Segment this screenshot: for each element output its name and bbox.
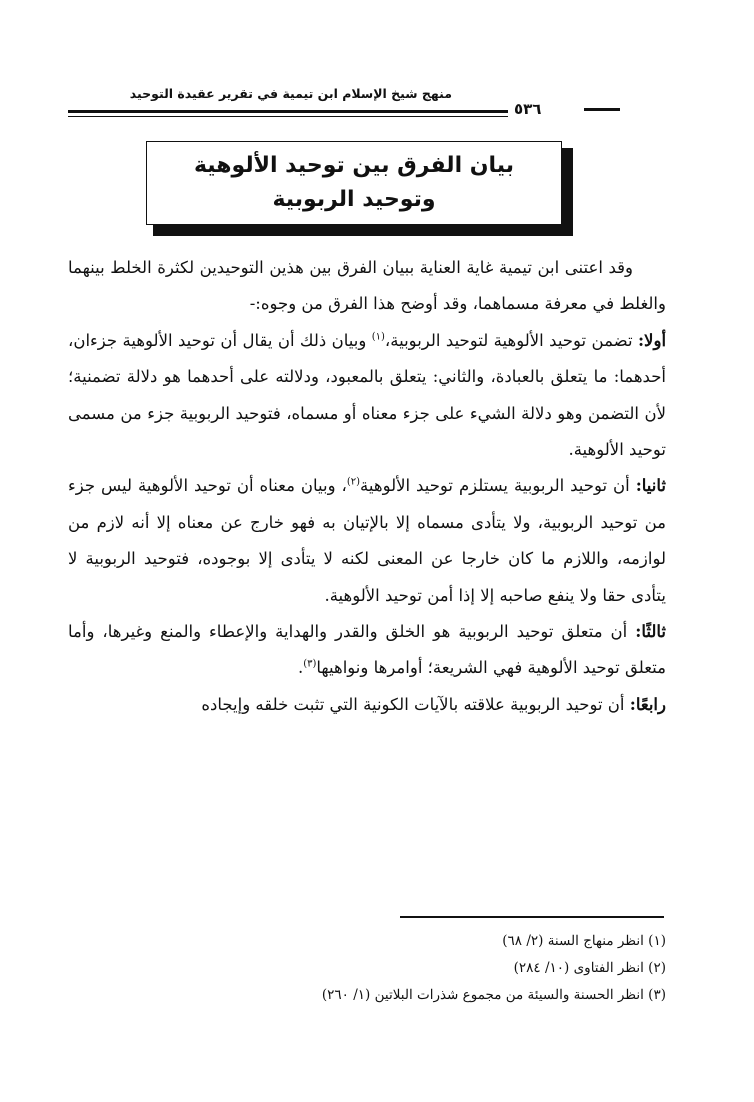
- point-4-paragraph: [68, 687, 666, 723]
- point-2-text-a: أن توحيد الربوبية يستلزم توحيد الألوهية: [360, 476, 630, 496]
- point-4-label: رابعًا:: [629, 694, 666, 714]
- point-1-text-b: وبيان ذلك أن يقال أن توحيد الألوهية جزءان، أحدهما: ما يتعلق بالعبادة، والثاني: يتعلق بالمعبود، ودلالته على أحدهما هو دلالة تضمنية؛ لأن التضمن وهو دلالة الشيء على جزء معناه أو مسماه، فتوحيد الربوبية جزء من مسمى توحيد الألوهية.: [68, 330, 666, 460]
- footnote-ref-2[interactable]: (٢): [346, 476, 361, 488]
- point-1-paragraph: [68, 323, 666, 469]
- point-3-text-b: .: [297, 658, 304, 678]
- header-rule-thick: [68, 110, 508, 113]
- footnote-ref-3[interactable]: (٣): [303, 658, 317, 670]
- point-2-label: ثانيا:: [635, 476, 666, 496]
- section-title-line-2: وتوحيد الربوبية: [272, 187, 436, 212]
- point-4-text-a: أن توحيد الربوبية علاقته بالآيات الكونية التي تثبت خلقه وإيجاده: [201, 694, 625, 714]
- point-3-label: ثالثًا:: [635, 622, 666, 642]
- footnote-2: (٢) انظر الفتاوى (١٠/ ٢٨٤): [513, 960, 666, 976]
- body-text: [68, 250, 666, 723]
- intro-paragraph: [68, 250, 666, 323]
- footnote-1: (١) انظر منهاج السنة (٢/ ٦٨): [502, 933, 666, 949]
- section-title-line-1: بيان الفرق بين توحيد الألوهية: [193, 153, 515, 178]
- point-2-text-b: ، وبيان معناه أن توحيد الألوهية ليس جزء من توحيد الربوبية، ولا يتأدى مسماه إلا بالإتيان به فهو خارج عن معناه إلا أنه لازم من لوازمه، واللازم ما كان خارجا عن المعنى لكنه لا يتأدى إلا بوجوده، فتوحيد الربوبية لا يتأدى حقا ولا ينفع صاحبه إلا إذا أمن توحيد الألوهية.: [68, 476, 666, 605]
- intro-text: وقد اعتنى ابن تيمية غاية العناية ببيان الفرق بين هذين التوحيدين لكثرة الخلط بينهما والغلط في معرفة مسماهما، وقد أوضح هذا الفرق من وجوه:-: [68, 258, 666, 314]
- point-1-text-a: تضمن توحيد الألوهية لتوحيد الربوبية،: [384, 330, 633, 350]
- point-2-paragraph: [68, 468, 666, 614]
- page-number: ٥٣٦: [514, 100, 542, 118]
- footnote-separator: [400, 916, 664, 918]
- point-3-text-a: أن متعلق توحيد الربوبية هو الخلق والقدر والهداية والإعطاء والمنع وغيرها، وأما متعلق توحيد الألوهية فهي الشريعة؛ أوامرها ونواهيها: [68, 622, 666, 678]
- page-number-rule-right: [584, 108, 620, 111]
- running-title: منهج شيخ الإسلام ابن تيمية في تقرير عقيدة التوحيد: [129, 86, 452, 101]
- footnote-3: (٣) انظر الحسنة والسيئة من مجموع شذرات البلاتين (١/ ٢٦٠): [321, 987, 666, 1003]
- footnote-ref-1[interactable]: (١): [371, 331, 385, 343]
- footnotes: [200, 928, 666, 1009]
- point-3-paragraph: [68, 614, 666, 687]
- section-title-box: [146, 141, 562, 225]
- header-rule-thin: [68, 116, 508, 117]
- point-1-label: أولا:: [637, 330, 667, 350]
